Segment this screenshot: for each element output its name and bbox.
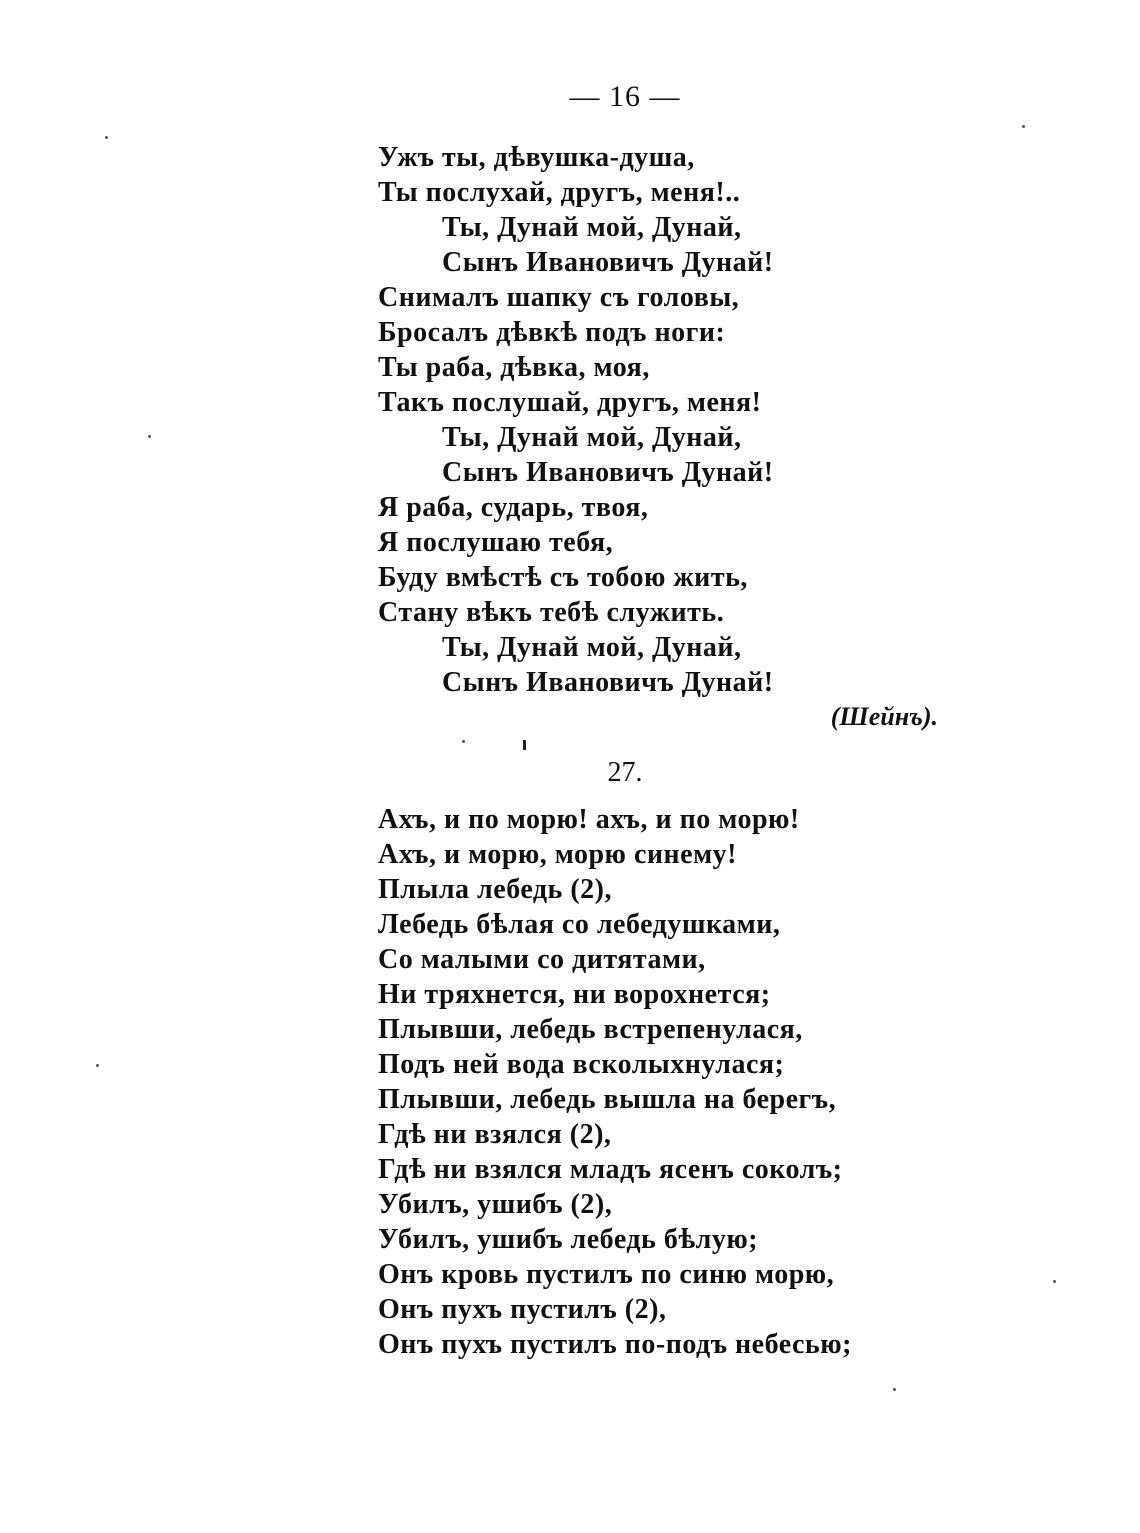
poem-number: 27. [607, 757, 643, 788]
verse-line: Ты раба, дѣвка, моя, [378, 352, 650, 383]
verse-line: Со малыми со дитятами, [378, 944, 706, 975]
verse-line: Лебедь бѣлая со лебедушками, [378, 909, 781, 940]
verse-line: Плывши, лебедь встрепенулася, [378, 1014, 803, 1045]
scan-mark [523, 740, 526, 750]
verse-line: Подъ ней вода всколыхнулася; [378, 1049, 785, 1080]
verse-line: Онъ кровь пустилъ по синю морю, [378, 1259, 835, 1290]
verse-line: Плывши, лебедь вышла на берегъ, [378, 1084, 837, 1115]
verse-line: Онъ пухъ пустилъ (2), [378, 1294, 667, 1325]
verse-line: Ахъ, и морю, морю синему! [378, 839, 737, 870]
verse-line: Убилъ, ушибъ (2), [378, 1189, 613, 1220]
scan-speck [1053, 1280, 1056, 1283]
refrain-line: Сынъ Ивановичъ Дунай! [442, 247, 774, 278]
scan-speck [893, 1388, 896, 1391]
verse-line: Ты послухай, другъ, меня!.. [378, 177, 741, 208]
verse-line: Ни тряхнется, ни ворохнется; [378, 979, 771, 1010]
verse-line: Гдѣ ни взялся младъ ясенъ соколъ; [378, 1154, 843, 1185]
scan-speck [462, 740, 465, 743]
verse-line: Такъ послушай, другъ, меня! [378, 387, 762, 418]
poem-26-text [378, 140, 938, 700]
refrain-line: Ты, Дунай мой, Дунай, [442, 212, 742, 243]
refrain-line: Ты, Дунай мой, Дунай, [442, 422, 742, 453]
verse-line: Буду вмѣстѣ съ тобою жить, [378, 562, 748, 593]
page-number: — 16 — [569, 80, 681, 113]
scan-speck [105, 136, 108, 139]
verse-line: Убилъ, ушибъ лебедь бѣлую; [378, 1224, 759, 1255]
verse-line: Снималъ шапку съ головы, [378, 282, 740, 313]
scan-speck [96, 1064, 99, 1067]
verse-line: Я послушаю тебя, [378, 527, 614, 558]
refrain-line: Сынъ Ивановичъ Дунай! [442, 457, 774, 488]
poem-27-text [378, 802, 938, 1362]
verse-line: Стану вѣкъ тебѣ служить. [378, 597, 725, 628]
verse-line: Ужъ ты, дѣвушка-душа, [378, 142, 695, 173]
verse-line: Бросалъ дѣвкѣ подъ ноги: [378, 317, 726, 348]
verse-line: Плыла лебедь (2), [378, 874, 613, 905]
verse-line: Ахъ, и по морю! ахъ, и по морю! [378, 804, 800, 835]
poem-attribution: (Шейнъ). [830, 702, 938, 731]
scan-speck [1022, 125, 1025, 128]
verse-line: Я раба, сударь, твоя, [378, 492, 649, 523]
refrain-line: Ты, Дунай мой, Дунай, [442, 632, 742, 663]
scan-speck [148, 435, 151, 438]
verse-line: Онъ пухъ пустилъ по-подъ небесью; [378, 1329, 852, 1360]
refrain-line: Сынъ Ивановичъ Дунай! [442, 667, 774, 698]
verse-line: Гдѣ ни взялся (2), [378, 1119, 612, 1150]
